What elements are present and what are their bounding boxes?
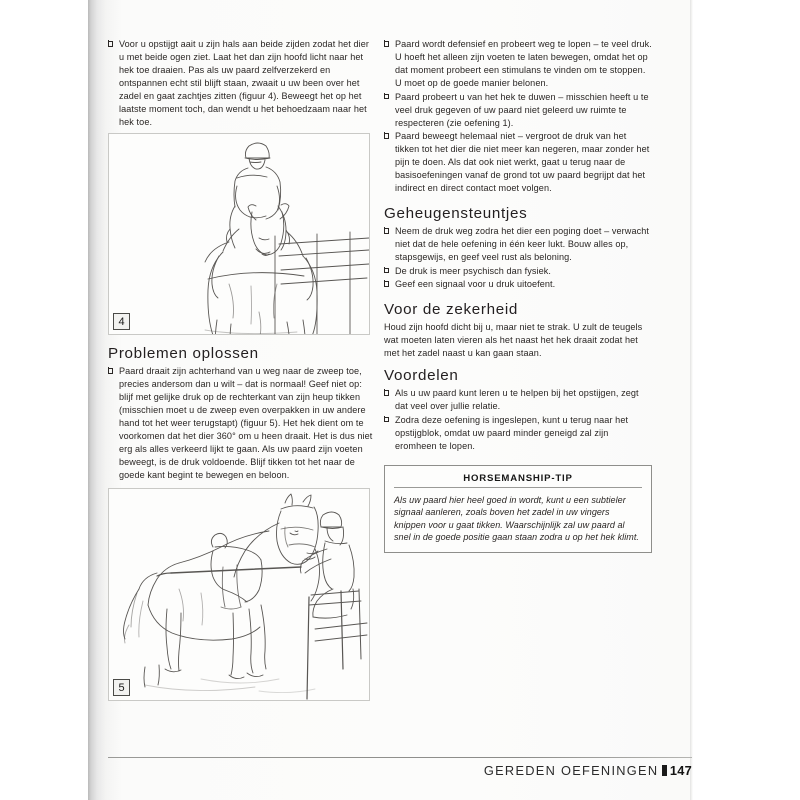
running-head: GEREDEN OEFENINGEN [483, 763, 659, 778]
list-item-text: Paard beweegt helemaal niet – vergroot de druk van het tikken tot het dier die niet meer kan negeren, maar zonder het pijn te doen. Als dat ook niet werkt, gaat u terug naar de basisoefeningen vanaf de grond tot uw paard begrijpt dat het indirect en direct contact moet volgen. [395, 131, 650, 193]
list-item [384, 278, 652, 291]
tip-text: Als uw paard hier heel goed in wordt, kunt u een subtieler signaal aanleren, zoals boven het zadel in uw vingers knippen voor u gaat tikken. Waarschijnlijk zal uw paard al snel in de goede positie gaan staan zodra u op het hek klimt. [394, 494, 639, 543]
list-item-text: Paard probeert u van het hek te duwen – misschien heeft u te veel druk gegeven of uw paard niet geleerd uw ruimte te respecteren (zie oefening 1). [395, 91, 649, 128]
list-item-text: Als u uw paard kunt leren u te helpen bij het opstijgen, zegt dat veel over jullie relatie. [395, 388, 639, 412]
list-item-text: Geef een signaal voor u druk uitoefent. [395, 279, 556, 290]
tip-divider [394, 487, 642, 488]
tip-title: HORSEMANSHIP-TIP [463, 472, 573, 484]
list-item [384, 225, 652, 264]
intro-checklist [108, 38, 376, 129]
list-item-text: Zodra deze oefening is ingeslepen, kunt u terug naar het opstijgblok, omdat uw paard minder geneigd zal zijn eromheen te lopen. [395, 414, 629, 451]
right-column [384, 38, 652, 553]
list-item-text: Paard draait zijn achterhand van u weg naar de zweep toe, precies andersom dan u wilt – dat is normaal! Geef niet op: blijf met gelijke druk op de rechterkant van zijn heup tikken (misschien moet u de zweep even overpakken in uw andere hand tot het weer terugstapt) (figuur 5). Het hek dient om te voorkomen dat het dier 360° om u heen draait. Het is dus niet erg als alles verkeerd lijkt te gaan. Als uw paard zijn voeten beweegt, is de druk voldoende. Blijf tikken tot het naar de goede kant begint te bewegen en beloon. [119, 366, 373, 481]
memory-aids-list [384, 225, 652, 291]
troubleshoot-list [384, 38, 652, 195]
list-item [384, 414, 652, 453]
checkbox-icon [384, 94, 389, 99]
figure-5-illustration [109, 489, 370, 701]
list-item-text: Neem de druk weg zodra het dier een poging doet – verwacht niet dat de hele oefening in één keer lukt. Bouw alles op, stapsgewijs, en geef veel rust als beloning. [395, 226, 649, 263]
checkbox-icon [108, 368, 113, 373]
section-title-problemen: Problemen oplossen [108, 345, 259, 362]
safety-paragraph: Houd zijn hoofd dicht bij u, maar niet te strak. U zult de teugels wat moeten laten vieren als het naast het hek draait zodat het met het zadel naast u kan gaan staan. [384, 322, 643, 359]
horsemanship-tip-box [384, 465, 652, 553]
checkbox-icon [384, 228, 389, 233]
figure-4 [108, 133, 370, 335]
checkbox-icon [384, 41, 389, 46]
benefits-list [384, 387, 652, 453]
list-item [108, 38, 376, 129]
list-item [384, 130, 652, 195]
list-item [384, 265, 652, 278]
left-column [108, 38, 376, 701]
footer-divider [108, 757, 692, 758]
list-item [108, 365, 376, 482]
figure-number-badge: 4 [113, 313, 130, 330]
checkbox-icon [384, 133, 389, 138]
footer-square-icon [662, 765, 667, 776]
checkbox-icon [384, 417, 389, 422]
section-title-voordelen: Voordelen [384, 367, 459, 385]
page-number: 147 [669, 763, 692, 778]
section-title-zekerheid: Voor de zekerheid [384, 301, 519, 319]
list-item-text: De druk is meer psychisch dan fysiek. [395, 265, 551, 276]
checkbox-icon [384, 268, 389, 273]
list-item [384, 38, 652, 90]
list-item [384, 387, 652, 413]
checkbox-icon [384, 390, 389, 395]
problem-list [108, 365, 376, 482]
checkbox-icon [108, 41, 113, 46]
list-item [384, 91, 652, 130]
figure-number-badge: 5 [113, 679, 130, 696]
list-item-text: Paard wordt defensief en probeert weg te lopen – te veel druk. U hoeft het alleen zijn voeten te laten bewegen, omdat het op dat moment probeert een stimulans te vinden om te stoppen. U moet op de goede manier belonen. [395, 39, 652, 88]
page-content [108, 38, 692, 798]
checkbox-icon [384, 281, 389, 286]
footer [108, 763, 692, 778]
list-item-text: Voor u opstijgt aait u zijn hals aan beide zijden zodat het dier u met beide ogen ziet. Laat het dan zijn hoofd licht naar het hek toe draaien. Pas als uw paard zelfverzekerd en ontspannen echt stil blijft staan, zwaait u uw been over het zadel en gaat zachtjes zitten (figuur 4). Beweegt het op het laatste moment toch, dan wendt u het behoedzaam naar het hek toe. [119, 39, 369, 127]
figure-5 [108, 488, 370, 701]
figure-4-illustration [109, 134, 370, 335]
section-title-geheugensteuntjes: Geheugensteuntjes [384, 205, 528, 222]
